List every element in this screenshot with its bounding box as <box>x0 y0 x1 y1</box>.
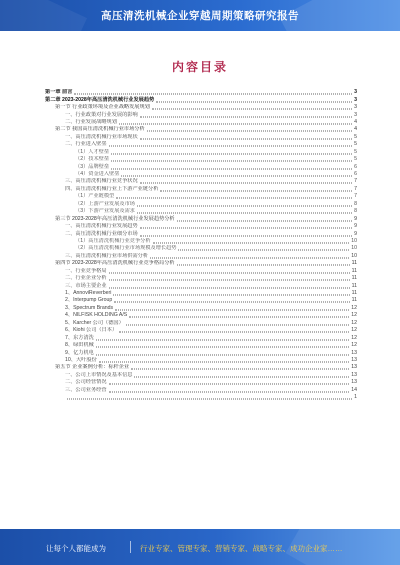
toc-entry[interactable] <box>45 96 357 103</box>
toc-entry[interactable] <box>45 349 357 356</box>
toc-entry[interactable] <box>45 282 357 289</box>
toc-entry-label: 第五节 企业案例分析：标杆企业 <box>55 364 130 371</box>
toc-entry-label: （3）下游产业发展及需求 <box>75 208 135 215</box>
toc-entry-label: 一、行业竞争格局 <box>65 267 107 274</box>
toc-entry[interactable] <box>45 305 357 312</box>
toc-entry-label: 三、高压清洗机械行业市场供需分析 <box>65 252 149 259</box>
toc-entry-label: 一、高压清洗机械行业发展趋势 <box>65 223 138 230</box>
toc-entry-label: 一、行业政策对行业发展的影响 <box>65 111 138 118</box>
toc-entry-page: 13 <box>351 349 357 356</box>
toc-leader-dots <box>119 123 352 124</box>
toc-entry-page: 12 <box>351 342 357 349</box>
toc-entry-page: 6 <box>354 171 357 178</box>
toc-entry[interactable] <box>45 111 357 118</box>
toc-entry-label: 第一节 行业政策环境及企业战略发展规划 <box>55 104 150 111</box>
toc-leader-dots <box>137 213 352 214</box>
toc-leader-dots <box>109 391 350 392</box>
toc-leader-dots <box>96 347 349 348</box>
toc-entry-label: （1）人才壁垒 <box>75 148 110 155</box>
toc-entry[interactable] <box>45 387 357 394</box>
toc-entry[interactable] <box>45 186 357 193</box>
toc-entry[interactable] <box>45 334 357 341</box>
toc-entry-page: 1 <box>354 394 357 401</box>
toc-heading: 内容目录 <box>171 60 228 74</box>
toc-leader-dots <box>114 302 349 303</box>
toc-entry[interactable] <box>45 357 357 364</box>
toc-entry[interactable] <box>45 230 357 237</box>
toc-entry-page: 12 <box>351 319 357 326</box>
toc-leader-dots <box>111 168 352 169</box>
toc-leader-dots <box>177 220 352 221</box>
toc-entry-page: 11 <box>351 275 357 282</box>
toc-entry-page: 3 <box>354 111 357 118</box>
report-title: 高压清洗机械企业穿越周期策略研究报告 <box>101 10 299 22</box>
toc-entry-page: 7 <box>354 193 357 200</box>
toc-entry-page: 4 <box>354 126 357 133</box>
toc-entry[interactable] <box>45 126 357 133</box>
toc-entry-page: 13 <box>351 364 357 371</box>
toc-leader-dots <box>121 176 352 177</box>
toc-entry-page: 10 <box>351 252 357 259</box>
toc-entry-page: 5 <box>354 156 357 163</box>
toc-entry-label: （2）高压清洗机械行业市场规模及增长趋势 <box>75 245 177 252</box>
toc-leader-dots <box>140 138 352 139</box>
toc-leader-dots <box>177 265 350 266</box>
toc-leader-dots <box>109 272 350 273</box>
toc-entry[interactable] <box>45 223 357 230</box>
toc-entry-label: （1）产业链模型 <box>75 193 115 200</box>
toc-entry-page: 8 <box>354 200 357 207</box>
toc-entry-label: 5、Karcher 公司（德国） <box>65 319 124 326</box>
toc-leader-dots <box>129 317 349 318</box>
toc-entry-page: 10 <box>351 237 357 244</box>
toc-leader-dots <box>147 131 352 132</box>
toc-entry[interactable] <box>45 104 357 111</box>
toc-entry-page: 11 <box>351 282 357 289</box>
toc-entry-page: 9 <box>354 223 357 230</box>
toc-entry[interactable] <box>45 275 357 282</box>
toc-entry[interactable] <box>45 119 357 126</box>
toc-entry-label: 第二章 2023-2028年高压清洗机械行业发展趋势 <box>45 96 155 103</box>
toc-entry-label: 三、公司业务经营 <box>65 386 107 393</box>
toc-leader-dots <box>140 228 352 229</box>
toc-leader-dots <box>109 287 350 288</box>
toc-leader-dots <box>131 369 349 370</box>
toc-leader-dots <box>140 116 352 117</box>
toc-leader-dots <box>152 109 352 110</box>
toc-entry-label: （2）技术壁垒 <box>75 156 110 163</box>
toc-entry-page: 7 <box>354 178 357 185</box>
toc-entry-label: 二、高压清洗机械行业细分市场 <box>65 230 138 237</box>
toc-entry-page: 7 <box>354 185 357 192</box>
toc-entry-label: 二、行业企业分析 <box>65 275 107 282</box>
toc-entry-page: 8 <box>354 208 357 215</box>
table-of-contents <box>45 89 357 401</box>
toc-entry[interactable] <box>45 193 357 200</box>
toc-entry[interactable] <box>45 260 357 267</box>
toc-leader-dots <box>150 257 349 258</box>
toc-entry-page: 3 <box>354 89 357 96</box>
toc-entry[interactable] <box>45 268 357 275</box>
toc-entry[interactable] <box>45 215 357 222</box>
toc-entry-page: 10 <box>351 245 357 252</box>
toc-entry[interactable] <box>45 141 357 148</box>
toc-entry[interactable] <box>45 178 357 185</box>
toc-entry[interactable] <box>45 297 357 304</box>
toc-entry-label: 二、公司经营情况 <box>65 379 107 386</box>
toc-entry[interactable] <box>45 201 357 208</box>
toc-entry-page: 14 <box>351 386 357 393</box>
toc-entry-page: 5 <box>354 133 357 140</box>
toc-entry-label: 第二节 我国高压清洗机械行业市场分析 <box>55 126 145 133</box>
toc-entry-page: 12 <box>351 327 357 334</box>
toc-entry-page: 11 <box>351 260 357 267</box>
toc-entry-page: 4 <box>354 118 357 125</box>
toc-entry-page: 12 <box>351 304 357 311</box>
toc-entry-label: 三、市场主要企业 <box>65 282 107 289</box>
toc-leader-dots <box>178 250 349 251</box>
toc-entry-label: 第一章 前言 <box>45 89 73 96</box>
toc-leader-dots <box>119 332 349 333</box>
toc-leader-dots <box>74 94 352 95</box>
toc-leader-dots <box>115 309 349 310</box>
toc-leader-dots <box>126 324 349 325</box>
toc-entry[interactable] <box>45 163 357 170</box>
toc-leader-dots <box>96 354 349 355</box>
toc-entry-label: 7、东方清洗 <box>65 334 94 341</box>
toc-entry-page: 12 <box>351 334 357 341</box>
toc-leader-dots <box>113 295 349 296</box>
toc-leader-dots <box>109 146 353 147</box>
toc-entry[interactable] <box>45 89 357 96</box>
toc-leader-dots <box>153 242 350 243</box>
toc-entry-label: 第四节 2023-2028年高压清洗机械行业竞争格局分析 <box>55 260 175 267</box>
toc-entry-label: 二、行业进入壁垒 <box>65 141 107 148</box>
toc-entry-page: 3 <box>354 104 357 111</box>
toc-entry[interactable] <box>45 134 357 141</box>
toc-leader-dots <box>109 280 350 281</box>
toc-leader-dots <box>160 190 352 191</box>
toc-entry[interactable] <box>45 156 357 163</box>
toc-entry[interactable] <box>45 364 357 371</box>
toc-entry-page: 13 <box>351 356 357 363</box>
toc-entry-label: （3）品牌壁垒 <box>75 163 110 170</box>
toc-entry[interactable] <box>45 320 357 327</box>
toc-entry-page: 9 <box>354 215 357 222</box>
toc-entry-label: 9、亿力机电 <box>65 349 94 356</box>
toc-entry-page: 3 <box>354 96 357 103</box>
toc-entry-page: 11 <box>351 267 357 274</box>
toc-entry-label: 第三节 2023-2028年高压清洗机械行业发展趋势分析 <box>55 215 175 222</box>
toc-entry-page: 11 <box>351 297 357 304</box>
toc-entry-label: （2）上游产业发展及市场 <box>75 200 135 207</box>
toc-entry[interactable] <box>45 238 357 245</box>
toc-entry-label: 10、大叶股份 <box>65 356 97 363</box>
toc-leader-dots <box>67 399 352 400</box>
toc-leader-dots <box>134 376 349 377</box>
toc-entry-page: 5 <box>354 141 357 148</box>
toc-entry-label: 3、Spectrum Brands <box>65 304 114 311</box>
toc-entry-label: （1）高压清洗机械行业竞争分析 <box>75 237 151 244</box>
toc-entry[interactable] <box>45 149 357 156</box>
toc-entry-page: 5 <box>354 148 357 155</box>
toc-entry-page: 6 <box>354 163 357 170</box>
toc-entry[interactable] <box>45 342 357 349</box>
footer-slogan: 让每个人都能成为 <box>46 544 106 553</box>
toc-entry[interactable] <box>45 312 357 319</box>
toc-leader-dots <box>99 361 350 362</box>
report-header-band <box>0 0 400 31</box>
toc-leader-dots <box>137 205 352 206</box>
toc-entry-page: 11 <box>351 290 357 297</box>
toc-entry[interactable] <box>45 208 357 215</box>
toc-entry[interactable] <box>45 290 357 297</box>
toc-entry-label: 1、AnnoviReverberi <box>65 290 112 297</box>
toc-entry-page: 12 <box>351 312 357 319</box>
footer-roles: 行业专家、管理专家、营销专家、战略专家、成功企业家…… <box>140 544 343 553</box>
toc-entry[interactable] <box>45 372 357 379</box>
toc-leader-dots <box>111 161 352 162</box>
toc-entry-page: 13 <box>351 379 357 386</box>
toc-entry-label: 8、绿田机械 <box>65 342 94 349</box>
toc-leader-dots <box>116 198 352 199</box>
toc-entry[interactable] <box>45 171 357 178</box>
toc-leader-dots <box>109 384 350 385</box>
footer-band <box>0 529 400 565</box>
toc-entry-label: 三、高压清洗机械行业竞争状况 <box>65 178 138 185</box>
toc-entry-label: （4）资金进入壁垒 <box>75 171 120 178</box>
toc-entry-label: 4、NILFISK HOLDING A/S <box>65 312 128 319</box>
toc-entry-page: 13 <box>351 371 357 378</box>
toc-entry-page: 9 <box>354 230 357 237</box>
toc-leader-dots <box>96 339 349 340</box>
toc-entry-label: 2、Interpump Group <box>65 297 113 304</box>
toc-entry[interactable] <box>45 327 357 334</box>
toc-leader-dots <box>140 235 352 236</box>
toc-leader-dots <box>156 101 352 102</box>
toc-entry[interactable] <box>45 253 357 260</box>
toc-entry-label: 一、公司上市情况及基本信息 <box>65 371 133 378</box>
toc-entry[interactable] <box>45 379 357 386</box>
toc-entry-label: 二、行业发展战略规划 <box>65 118 117 125</box>
footer-divider <box>130 541 131 553</box>
toc-entry[interactable] <box>45 245 357 252</box>
toc-leader-dots <box>111 153 352 154</box>
toc-entry-label: 6、Kiohi 公司（日本） <box>65 327 118 334</box>
toc-entry-label: 一、高压清洗机械行业市场现状 <box>65 133 138 140</box>
toc-entry-label: 四、高压清洗机械行业上下游产业链分析 <box>65 185 159 192</box>
toc-leader-dots <box>140 183 352 184</box>
toc-entry[interactable] <box>45 394 357 401</box>
